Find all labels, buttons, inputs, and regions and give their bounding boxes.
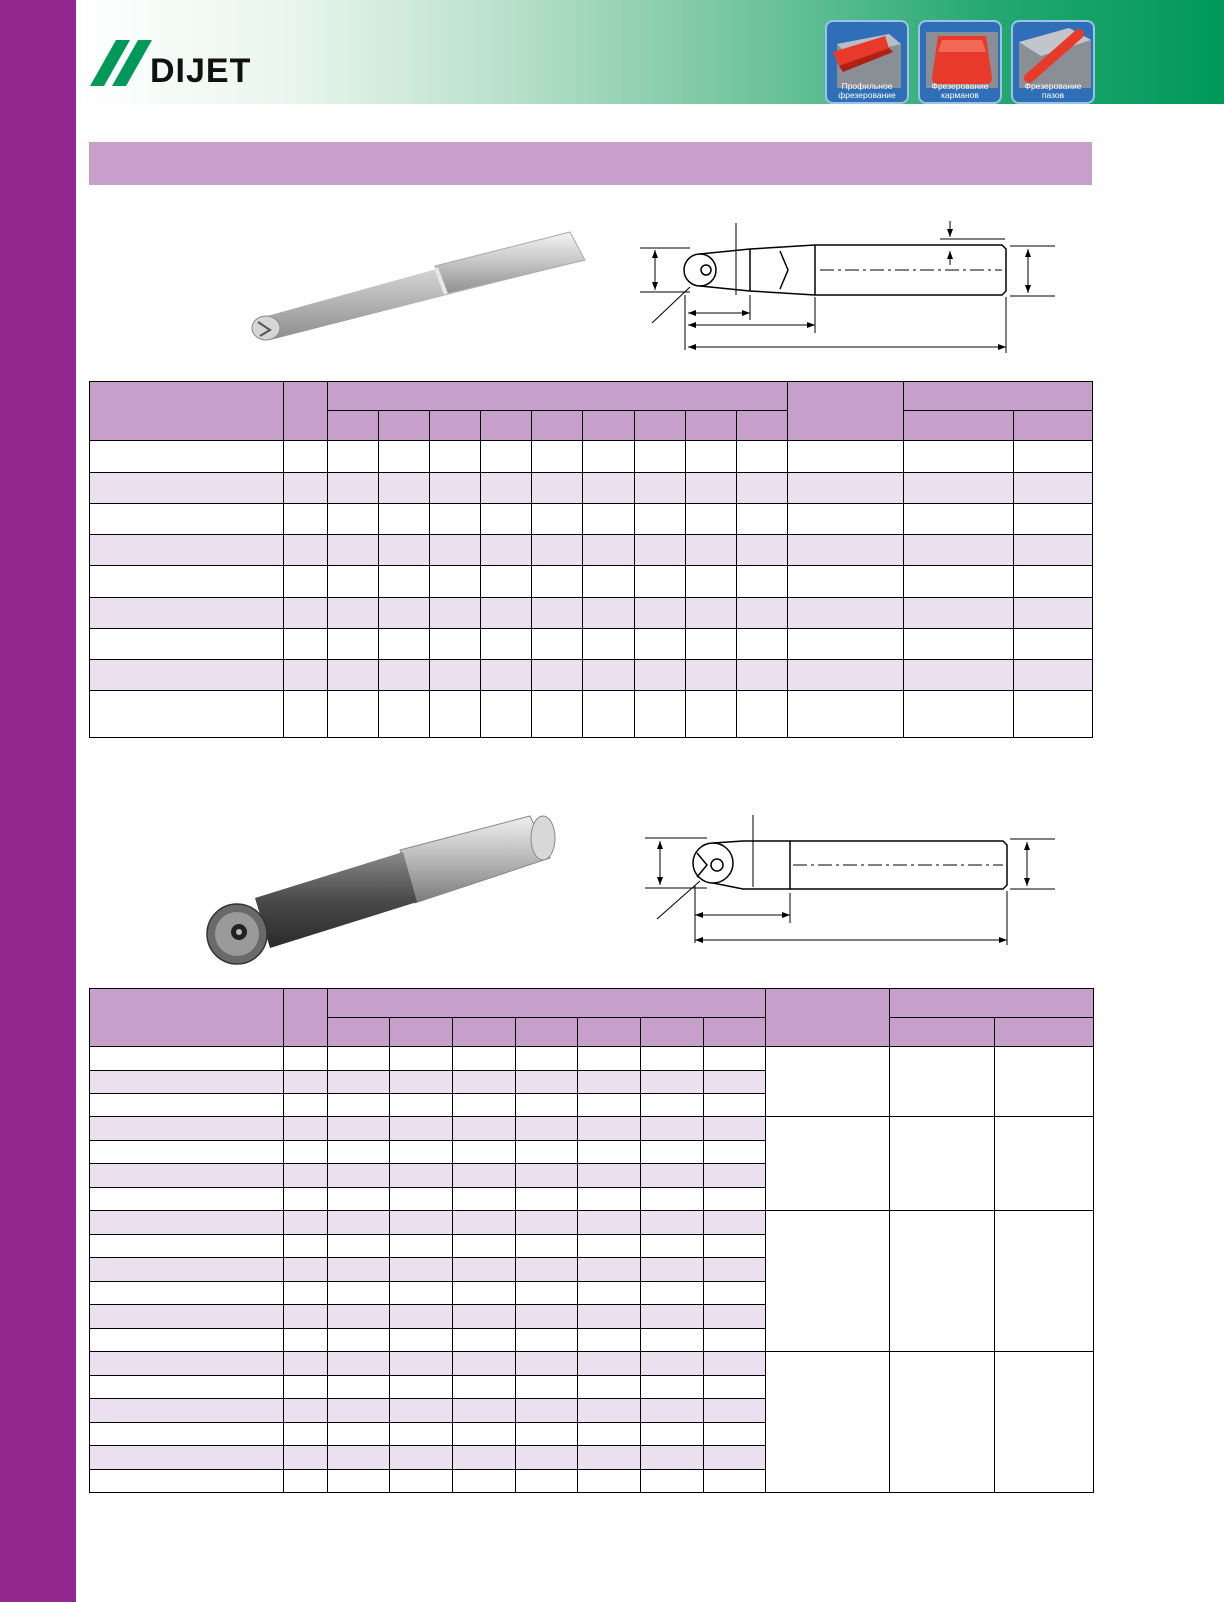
table2-subheader [516,1018,578,1047]
table2-header-designation [90,989,284,1047]
profile-milling-label-1: Профильное [841,81,893,91]
table-row [90,504,1093,535]
table2-subheader [578,1018,641,1047]
slot-milling-label-2: пазов [1041,90,1065,100]
table-row [90,1211,1094,1235]
table-row [90,566,1093,598]
table2-subheader [453,1018,516,1047]
table-row [90,1047,1094,1071]
table1-subheader [736,411,787,441]
slot-milling-label-1: Фрезерование [1024,81,1082,91]
straight-end-mill-photo [195,808,565,973]
table2-header-parts [890,989,1094,1018]
table-row [90,660,1093,691]
table1-header-designation [90,382,284,441]
slot-milling-tile [1011,20,1095,104]
table-row [90,1352,1094,1376]
dijet-logo-text: DIJET [150,52,252,90]
table2-header-dimensions [328,989,766,1018]
table1-header-parts [903,382,1092,411]
table1-header-stock [284,382,328,441]
table2-subheader [995,1018,1094,1047]
left-color-band [0,0,76,1602]
table-row [90,441,1093,473]
table2-subheader [390,1018,453,1047]
table-row [90,691,1093,738]
table1-subheader [583,411,634,441]
pocket-milling-label-2: карманов [941,90,979,100]
pocket-milling-tile [918,20,1002,104]
table-row [90,473,1093,504]
table1-subheader [685,411,736,441]
table2-subheader [704,1018,766,1047]
table2-subheader [328,1018,390,1047]
table2-header-insert [766,989,890,1047]
pocket-milling-label-1: Фрезерование [931,81,989,91]
table1-subheader [1013,411,1092,441]
table1-header-dimensions [328,382,787,411]
table1-header-insert [787,382,903,441]
table1-subheader [379,411,430,441]
table1-subheader [430,411,481,441]
spec-table-1 [89,381,1093,738]
table1-subheader [328,411,379,441]
table2-subheader [641,1018,704,1047]
table-row [90,535,1093,566]
profile-milling-label-2: фрезерование [838,90,896,100]
section-title-banner [89,142,1092,185]
table1-subheader [903,411,1013,441]
table-row [90,1117,1094,1141]
profile-milling-tile [825,20,909,104]
straight-end-mill-drawing [645,815,1065,950]
table2-subheader [890,1018,995,1047]
table1-subheader [634,411,685,441]
spec-table-2 [89,988,1094,1493]
tapered-end-mill-photo [240,222,590,347]
tapered-end-mill-drawing [640,215,1070,360]
table1-subheader [481,411,532,441]
table-row [90,598,1093,629]
table2-header-stock [284,989,328,1047]
table-row [90,629,1093,660]
table1-subheader [532,411,583,441]
